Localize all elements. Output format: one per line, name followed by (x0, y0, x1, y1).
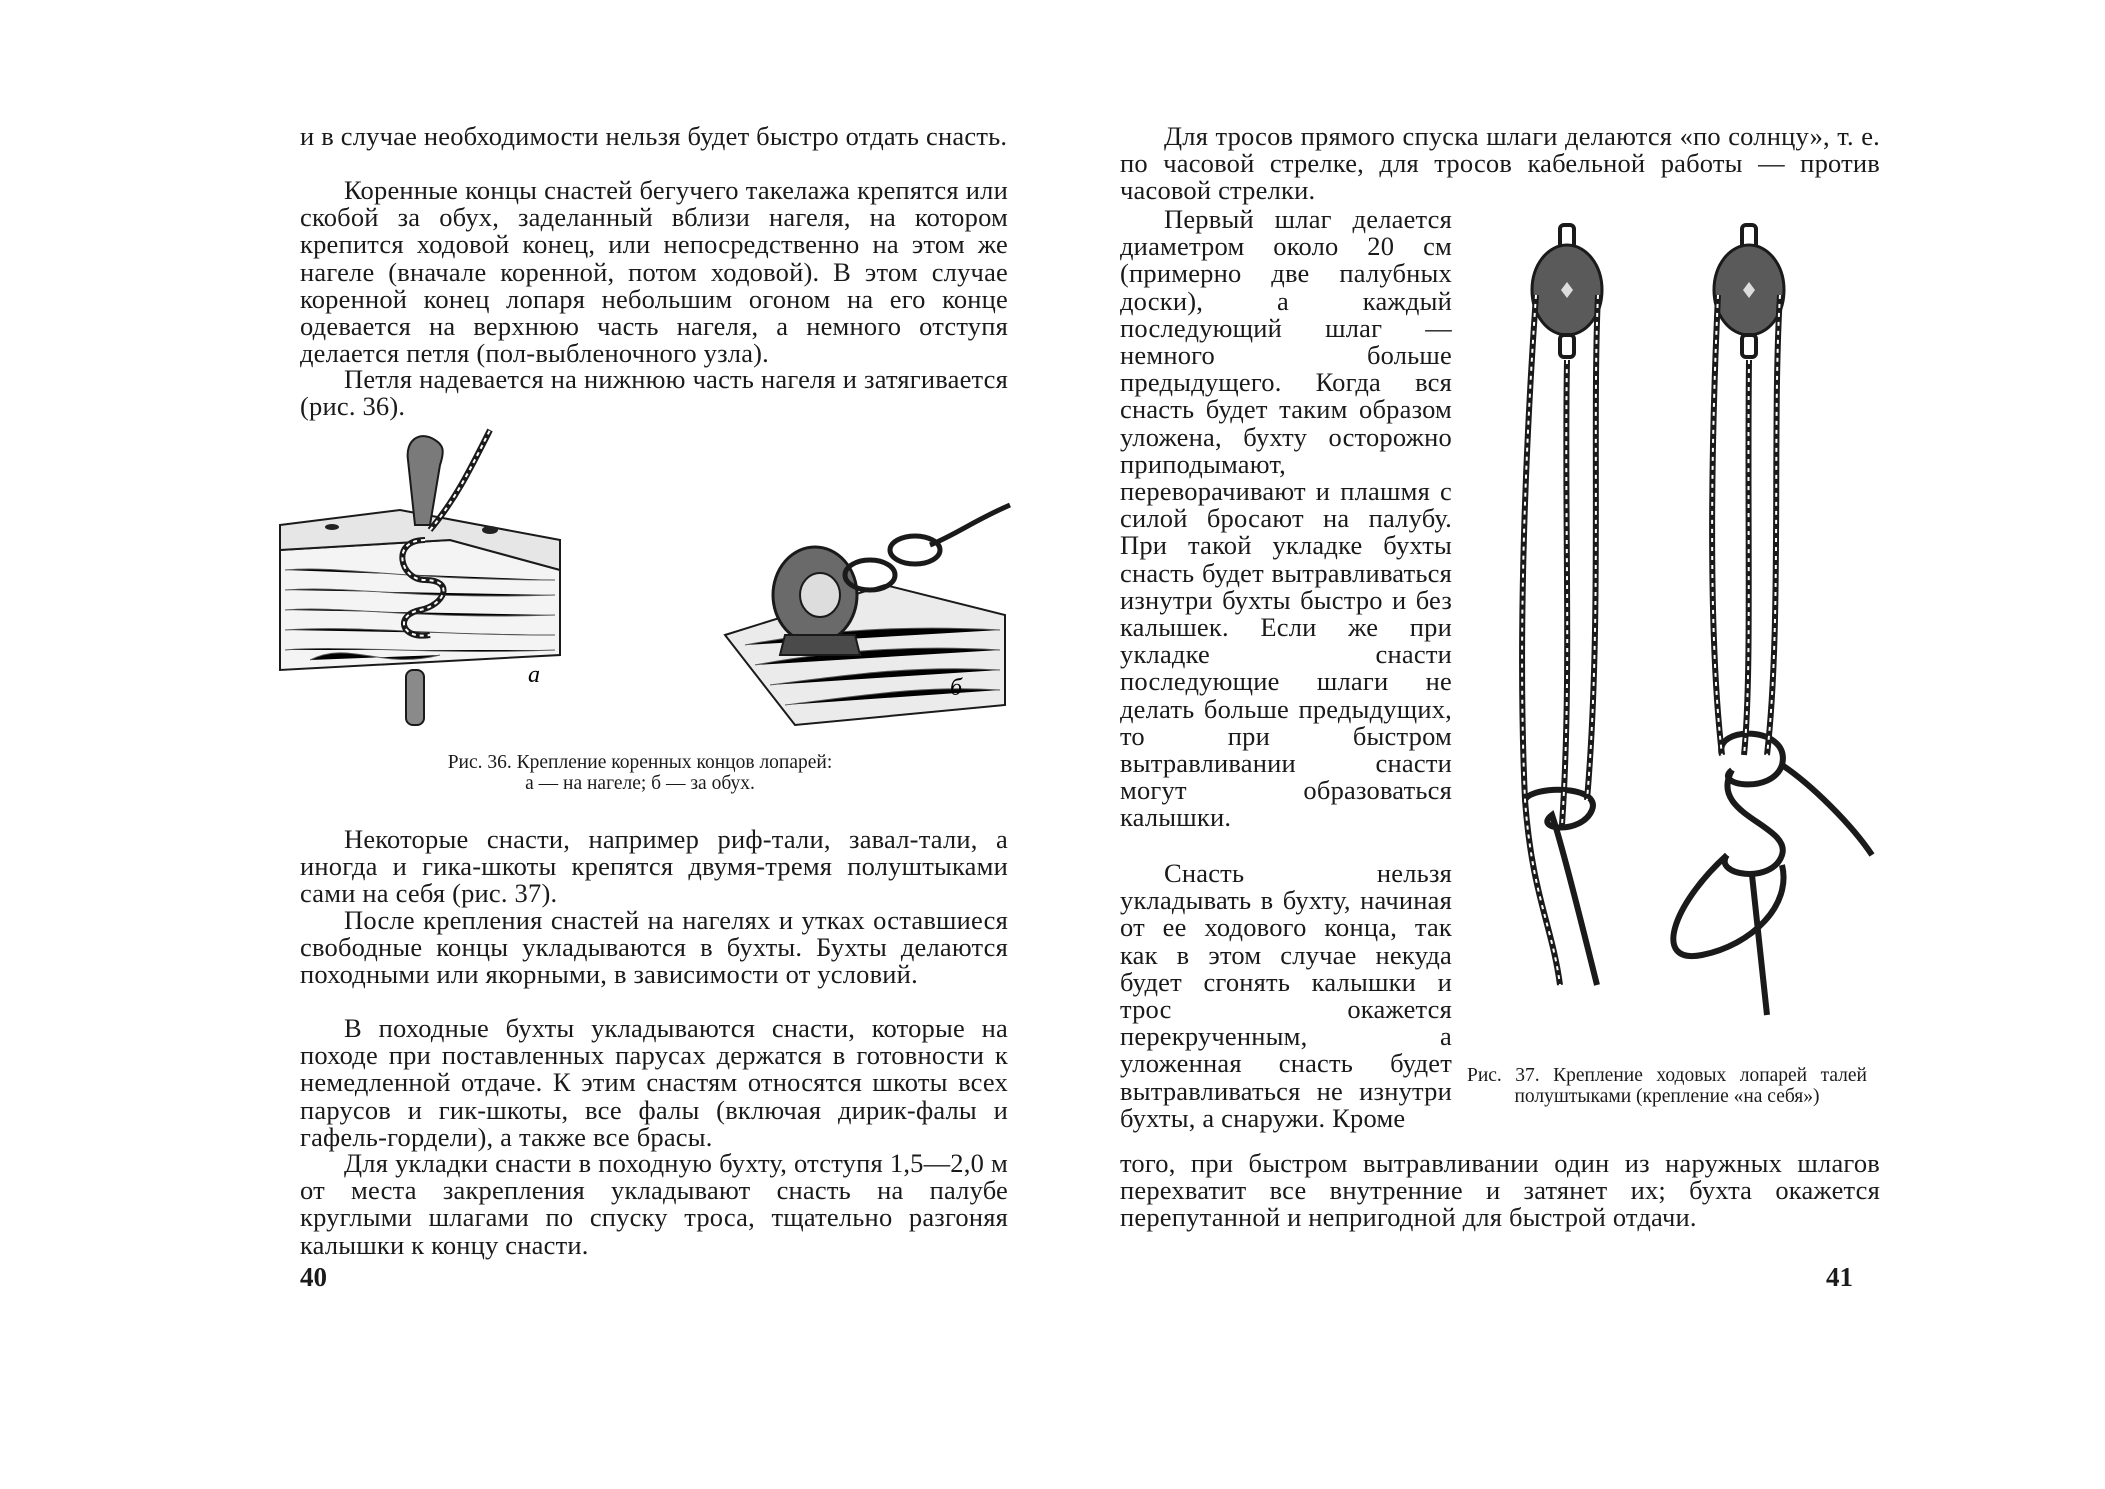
figure-37-caption: Рис. 37. Крепление ходовых лопарей талей полуштыками (крепление «на себя») (1467, 1065, 1867, 1107)
paragraph: Некоторые снасти, например риф-тали, завал-тали, а иногда и гика-шкоты крепятся двумя-тремя полуштыками сами на себя (рис. 37). (300, 824, 1008, 909)
paragraph: Для тросов прямого спуска шлаги делаются «по солнцу», т. е. по часовой стрелке, для тросов кабельной работы — против часовой стрелки. (1120, 121, 1880, 206)
caption-line: а — на нагеле; б — за обух. (525, 773, 755, 794)
eye-bolt-illustration (725, 505, 1010, 725)
paragraph: Коренные концы снастей бегучего такелажа крепятся или скобой за обух, заделанный вблизи нагеля, на котором крепится ходовой конец, или непосредственно на этом же нагеле (вначале коренной, потом ходовой). В этом случае коренной конец лопаря небольшим огоном на его конце одевается на верхнюю часть нагеля, а немного отступя делается петля (пол-выбленочного узла). (300, 175, 1008, 369)
paragraph: После крепления снастей на нагелях и утках оставшиеся свободные концы укладываются в бухты. Бухты делаются походными или якорными, в зависимости от условий. (300, 905, 1008, 990)
figure-36-caption (360, 752, 920, 794)
left-page (0, 0, 1052, 1489)
paragraph: В походные бухты укладываются снасти, которые на походе при поставленных парусах держатся в готовности к немедленной отдаче. К этим снастям относятся шкоты всех парусов и гик-шкоты, все фалы (включая дирик-фалы и гафель-гордели), а также все брасы. (300, 1013, 1008, 1152)
paragraph: Первый шлаг делается диаметром около 20 см (примерно две палубных доски), а каждый последующий шлаг — немного больше предыдущего. Когда вся снасть будет таким образом уложена, бухту осторожно приподымают, переворачивают и плашмя с силой бросают на палубу. При такой укладке бухты снасть будет вытравливаться изнутри бухты быстро и без калышек. Если же при укладке снасти последующие шлаги не делать больше предыдущих, то при быстром вытравливании снасти могут образоваться калышки. (1120, 204, 1452, 833)
tackle-left (1522, 225, 1602, 985)
page-number: 41 (1826, 1262, 1853, 1292)
page-number: 40 (300, 1262, 327, 1292)
right-page (1052, 0, 2105, 1489)
tackle-right (1673, 225, 1872, 1015)
paragraph: и в случае необходимости нельзя будет быстро отдать снасть. (300, 121, 1008, 151)
caption-line: Рис. 36. Крепление коренных концов лопарей: (447, 752, 833, 773)
paragraph: Для укладки снасти в походную бухту, отступя 1,5—2,0 м от места закрепления укладывают снасть на палубе круглыми шлагами по спуску троса, тщательно разгоняя калышки к концу снасти. (300, 1148, 1008, 1260)
tackle-block-illustration (1452, 225, 1892, 1035)
paragraph: Петля надевается на нижнюю часть нагеля и затягивается (рис. 36). (300, 364, 1008, 422)
paragraph: того, при быстром вытравливании один из наружных шлагов перехватит все внутренние и затянет их; бухта окажется перепутанной и непригодной для быстрой отдачи. (1120, 1148, 1880, 1233)
belaying-pin-illustration (280, 430, 570, 730)
paragraph: Снасть нельзя укладывать в бухту, начиная от ее ходового конца, так как в этом случае некуда будет сгонять калышки и трос окажется перекрученным, а уложенная снасть будет вытравливаться не изнутри бухты, а снаружи. Кроме (1120, 858, 1452, 1133)
figure-label-b: б (950, 675, 963, 701)
figure-label-a: а (528, 662, 540, 688)
